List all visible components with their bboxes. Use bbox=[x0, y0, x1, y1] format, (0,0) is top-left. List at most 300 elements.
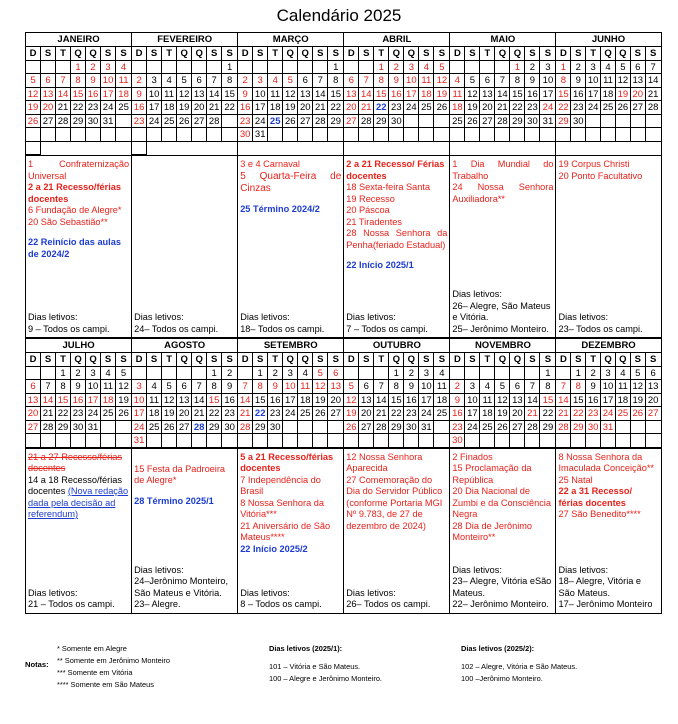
month-name: ABRIL bbox=[344, 32, 449, 47]
day-cell: 21 bbox=[207, 101, 222, 115]
day-cell: 7 bbox=[374, 380, 389, 394]
day-cell: 6 bbox=[359, 380, 374, 394]
weekday-header: T bbox=[374, 353, 389, 367]
month-name: JANEIRO bbox=[26, 32, 131, 47]
day-cell: 6 bbox=[177, 380, 192, 394]
school-days-value: 23– Alegre, Vitória eSão Mateus. bbox=[452, 576, 552, 598]
day-cell: 23 bbox=[132, 115, 147, 129]
day-cell: 22 bbox=[389, 407, 404, 421]
weekday-header: S bbox=[646, 353, 661, 367]
day-cell: 28 bbox=[359, 115, 374, 129]
day-cell: 24 bbox=[586, 101, 601, 115]
day-cell: 19 bbox=[495, 407, 510, 421]
school-days-value: 22– Jerônimo Monteiro. bbox=[452, 599, 549, 609]
weekday-header: D bbox=[26, 353, 41, 367]
empty-cell bbox=[147, 61, 162, 75]
school-days-line: 101 – Vitória e São Mateus. bbox=[269, 662, 361, 671]
empty-cell bbox=[253, 61, 268, 75]
day-cell: 13 bbox=[480, 88, 495, 102]
event-text: 2 Finados bbox=[452, 451, 493, 462]
weekday-header: S bbox=[631, 353, 646, 367]
day-cell: 27 bbox=[510, 421, 525, 435]
day-cell: 24 bbox=[601, 407, 616, 421]
day-cell: 28 bbox=[238, 421, 253, 435]
day-cell: 8 bbox=[571, 380, 586, 394]
day-cell: 22 bbox=[253, 407, 268, 421]
school-days bbox=[558, 565, 658, 611]
day-cell: 14 bbox=[56, 88, 71, 102]
day-cell: 24 bbox=[404, 101, 419, 115]
weekday-header: T bbox=[374, 47, 389, 61]
weekday-header: S bbox=[419, 353, 434, 367]
empty-cell bbox=[495, 128, 510, 142]
weekday-header: Q bbox=[298, 47, 313, 61]
weekday-header: Q bbox=[510, 353, 525, 367]
school-days-label: Dias letivos: bbox=[240, 587, 290, 598]
empty-cell bbox=[41, 128, 56, 142]
month-agosto bbox=[131, 338, 237, 448]
day-cell: 10 bbox=[540, 74, 555, 88]
day-cell: 29 bbox=[510, 115, 525, 129]
day-cell: 6 bbox=[41, 74, 56, 88]
second-semester-block bbox=[25, 338, 662, 614]
empty-cell bbox=[419, 115, 434, 129]
empty-cell bbox=[132, 367, 147, 381]
day-cell: 9 bbox=[71, 380, 86, 394]
day-cell: 15 bbox=[328, 88, 343, 102]
weekday-header: Q bbox=[86, 47, 101, 61]
day-cell: 27 bbox=[480, 115, 495, 129]
day-cell: 10 bbox=[147, 88, 162, 102]
school-days bbox=[558, 312, 658, 335]
day-cell: 24 bbox=[253, 115, 268, 129]
weekday-header: T bbox=[586, 353, 601, 367]
day-cell: 19 bbox=[116, 394, 131, 408]
day-cell: 21 bbox=[359, 101, 374, 115]
empty-cell bbox=[540, 128, 555, 142]
day-cell: 24 bbox=[465, 421, 480, 435]
day-cell: 5 bbox=[283, 74, 298, 88]
weekday-header: D bbox=[238, 47, 253, 61]
school-days-title: Dias letivos (2025/1): bbox=[269, 644, 343, 653]
weekday-header: S bbox=[207, 47, 222, 61]
school-days bbox=[134, 312, 235, 335]
day-cell: 10 bbox=[253, 88, 268, 102]
day-cell: 20 bbox=[480, 101, 495, 115]
school-days-label: Dias letivos: bbox=[134, 564, 184, 575]
event-text: 22 Início 2025/2 bbox=[240, 543, 308, 554]
day-cell: 9 bbox=[586, 380, 601, 394]
month-notes-row-1 bbox=[25, 155, 662, 338]
empty-cell bbox=[132, 142, 147, 156]
day-cell: 9 bbox=[450, 394, 465, 408]
weekday-header: S bbox=[540, 47, 555, 61]
day-cell: 9 bbox=[525, 74, 540, 88]
empty-cell bbox=[450, 128, 465, 142]
day-cell: 29 bbox=[374, 115, 389, 129]
empty-cell bbox=[56, 128, 71, 142]
school-days-label: Dias letivos: bbox=[240, 312, 290, 322]
empty-cell bbox=[298, 434, 313, 448]
day-cell: 8 bbox=[374, 74, 389, 88]
day-cell: 23 bbox=[222, 407, 237, 421]
day-cell: 26 bbox=[465, 115, 480, 129]
day-cell: 19 bbox=[631, 394, 646, 408]
day-cell: 12 bbox=[344, 394, 359, 408]
day-cell: 29 bbox=[56, 421, 71, 435]
day-cell: 2 bbox=[86, 61, 101, 75]
day-cell: 5 bbox=[26, 74, 41, 88]
empty-cell bbox=[344, 434, 359, 448]
day-cell: 2 bbox=[586, 367, 601, 381]
day-cell: 22 bbox=[207, 407, 222, 421]
day-cell: 16 bbox=[222, 394, 237, 408]
day-cell: 18 bbox=[101, 394, 116, 408]
weekday-header: S bbox=[465, 353, 480, 367]
day-cell: 22 bbox=[56, 407, 71, 421]
weekday-header: T bbox=[480, 47, 495, 61]
empty-cell bbox=[556, 128, 571, 142]
empty-cell bbox=[646, 434, 661, 448]
weekday-header: S bbox=[313, 353, 328, 367]
empty-cell bbox=[26, 61, 41, 75]
empty-cell bbox=[222, 434, 237, 448]
day-cell: 23 bbox=[450, 421, 465, 435]
day-cell: 18 bbox=[480, 407, 495, 421]
day-cell: 28 bbox=[556, 421, 571, 435]
day-cell: 16 bbox=[525, 88, 540, 102]
school-days-value: 24– Todos os campi. bbox=[134, 323, 219, 334]
day-cell: 29 bbox=[253, 421, 268, 435]
event-text: 22 Início 2025/1 bbox=[346, 260, 414, 270]
empty-cell bbox=[162, 434, 177, 448]
day-cell: 4 bbox=[450, 74, 465, 88]
day-cell: 8 bbox=[389, 380, 404, 394]
day-cell: 25 bbox=[480, 421, 495, 435]
month-name: DEZEMBRO bbox=[556, 338, 660, 353]
notes-label: Notas: bbox=[25, 660, 49, 669]
day-cell: 10 bbox=[101, 74, 116, 88]
empty-cell bbox=[389, 434, 404, 448]
empty-cell bbox=[132, 128, 147, 142]
empty-cell bbox=[419, 434, 434, 448]
school-days-line: 100 –Jerônimo Monteiro. bbox=[461, 674, 543, 683]
school-days-label: Dias letivos: bbox=[28, 312, 78, 322]
weekday-header: D bbox=[450, 353, 465, 367]
day-cell: 12 bbox=[162, 394, 177, 408]
empty-cell bbox=[404, 128, 419, 142]
day-cell: 2 bbox=[389, 61, 404, 75]
school-days bbox=[452, 565, 553, 611]
empty-cell bbox=[26, 434, 41, 448]
empty-cell bbox=[631, 421, 646, 435]
weekday-header: Q bbox=[495, 353, 510, 367]
day-cell: 17 bbox=[147, 101, 162, 115]
day-cell: 17 bbox=[586, 88, 601, 102]
month-name: FEVEREIRO bbox=[132, 32, 237, 47]
event-text: 15 Proclamação da República bbox=[452, 463, 532, 485]
day-cell: 30 bbox=[404, 421, 419, 435]
day-cell: 26 bbox=[344, 421, 359, 435]
empty-cell bbox=[646, 421, 661, 435]
weekday-header: S bbox=[434, 47, 449, 61]
day-cell: 19 bbox=[283, 101, 298, 115]
empty-cell bbox=[374, 128, 389, 142]
day-cell: 19 bbox=[465, 101, 480, 115]
empty-cell bbox=[374, 367, 389, 381]
day-cell: 8 bbox=[56, 380, 71, 394]
weekday-header: S bbox=[253, 47, 268, 61]
day-cell: 25 bbox=[450, 115, 465, 129]
month-name: JULHO bbox=[26, 338, 131, 353]
weekday-header: Q bbox=[616, 353, 631, 367]
empty-cell bbox=[162, 367, 177, 381]
weekday-header: D bbox=[132, 47, 147, 61]
day-cell: 15 bbox=[556, 88, 571, 102]
empty-cell bbox=[601, 434, 616, 448]
day-cell: 21 bbox=[238, 407, 253, 421]
day-cell: 22 bbox=[71, 101, 86, 115]
school-days-line: 102 – Alegre, Vitória e São Mateus. bbox=[461, 662, 578, 671]
notes-janeiro bbox=[25, 156, 131, 337]
empty-cell bbox=[374, 434, 389, 448]
day-cell: 2 bbox=[571, 61, 586, 75]
day-cell: 28 bbox=[207, 115, 222, 129]
day-cell: 20 bbox=[192, 101, 207, 115]
weekday-header: Q bbox=[177, 353, 192, 367]
weekday-header: S bbox=[222, 353, 237, 367]
day-cell: 30 bbox=[268, 421, 283, 435]
day-cell: 3 bbox=[86, 367, 101, 381]
day-cell: 11 bbox=[162, 88, 177, 102]
empty-cell bbox=[525, 367, 540, 381]
day-cell: 27 bbox=[359, 421, 374, 435]
month-day-grid bbox=[132, 353, 237, 448]
day-cell: 5 bbox=[313, 367, 328, 381]
event-text: 14 a 18 Recesso/férias docentes bbox=[28, 474, 122, 496]
day-cell: 18 bbox=[162, 101, 177, 115]
empty-cell bbox=[177, 367, 192, 381]
weekday-header: T bbox=[56, 353, 71, 367]
month-fevereiro bbox=[131, 32, 237, 155]
day-cell: 18 bbox=[616, 394, 631, 408]
school-days-label: Dias letivos: bbox=[346, 312, 396, 322]
month-day-grid bbox=[556, 353, 660, 448]
day-cell: 16 bbox=[389, 88, 404, 102]
day-cell: 23 bbox=[71, 407, 86, 421]
day-cell: 13 bbox=[510, 394, 525, 408]
day-cell: 7 bbox=[41, 380, 56, 394]
day-cell: 24 bbox=[283, 407, 298, 421]
day-cell: 8 bbox=[222, 74, 237, 88]
empty-cell bbox=[238, 434, 253, 448]
day-cell: 29 bbox=[207, 421, 222, 435]
weekday-header: S bbox=[147, 47, 162, 61]
weekday-header: S bbox=[116, 353, 131, 367]
day-cell: 6 bbox=[192, 74, 207, 88]
empty-cell bbox=[434, 421, 449, 435]
weekday-header: T bbox=[480, 353, 495, 367]
day-cell: 19 bbox=[616, 88, 631, 102]
empty-cell bbox=[41, 367, 56, 381]
notes-outubro bbox=[343, 449, 449, 613]
event-text: 15 Festa da Padroeira de Alegre* bbox=[134, 463, 226, 485]
empty-cell bbox=[465, 434, 480, 448]
day-cell: 27 bbox=[177, 421, 192, 435]
month-name: AGOSTO bbox=[132, 338, 237, 353]
day-cell: 1 bbox=[253, 367, 268, 381]
day-cell: 11 bbox=[298, 380, 313, 394]
day-cell: 17 bbox=[132, 407, 147, 421]
day-cell: 9 bbox=[389, 74, 404, 88]
day-cell: 4 bbox=[162, 74, 177, 88]
empty-cell bbox=[116, 421, 131, 435]
school-days-value: 21 – Todos os campi. bbox=[28, 599, 115, 609]
day-cell: 19 bbox=[313, 394, 328, 408]
amendment-link[interactable]: (Nova redação dada pela decisão ad referendum) bbox=[28, 486, 129, 519]
empty-cell bbox=[56, 434, 71, 448]
day-cell: 3 bbox=[253, 74, 268, 88]
day-cell: 27 bbox=[26, 421, 41, 435]
empty-cell bbox=[540, 434, 555, 448]
day-cell: 4 bbox=[101, 367, 116, 381]
weekday-header: S bbox=[253, 353, 268, 367]
month-name: OUTUBRO bbox=[344, 338, 449, 353]
day-cell: 10 bbox=[132, 394, 147, 408]
day-cell: 14 bbox=[238, 394, 253, 408]
school-days-value: 8 – Todos os campi. bbox=[240, 599, 322, 609]
day-cell: 17 bbox=[253, 101, 268, 115]
day-cell: 15 bbox=[207, 394, 222, 408]
empty-cell bbox=[313, 421, 328, 435]
event-text: 8 Nossa Senhora da Vitória*** bbox=[240, 497, 324, 519]
day-cell: 2 bbox=[132, 74, 147, 88]
weekday-header: Q bbox=[192, 47, 207, 61]
day-cell: 31 bbox=[86, 421, 101, 435]
event-text: 28 Término 2025/1 bbox=[134, 495, 214, 506]
empty-cell bbox=[616, 128, 631, 142]
empty-cell bbox=[359, 434, 374, 448]
day-cell: 14 bbox=[313, 88, 328, 102]
day-cell: 6 bbox=[646, 367, 661, 381]
day-cell: 25 bbox=[298, 407, 313, 421]
event-text: 20 Dia Nacional de Zumbi e da Consciência Negra bbox=[452, 486, 551, 519]
empty-cell bbox=[586, 128, 601, 142]
day-cell: 15 bbox=[540, 394, 555, 408]
empty-cell bbox=[495, 367, 510, 381]
empty-cell bbox=[313, 61, 328, 75]
day-cell: 13 bbox=[298, 88, 313, 102]
weekday-header: S bbox=[41, 47, 56, 61]
day-cell: 16 bbox=[404, 394, 419, 408]
notes-dezembro bbox=[555, 449, 661, 613]
day-cell: 9 bbox=[132, 88, 147, 102]
day-cell: 2 bbox=[404, 367, 419, 381]
empty-cell bbox=[646, 115, 661, 129]
empty-cell bbox=[616, 434, 631, 448]
day-cell: 2 bbox=[450, 380, 465, 394]
day-cell: 14 bbox=[192, 394, 207, 408]
day-cell: 9 bbox=[571, 74, 586, 88]
month-outubro bbox=[343, 338, 449, 448]
day-cell: 13 bbox=[646, 380, 661, 394]
event-text: 1 Confraternização Universal bbox=[28, 159, 130, 181]
event-text: 21 Aniversário de São Mateus**** bbox=[240, 520, 331, 542]
day-cell: 6 bbox=[344, 74, 359, 88]
day-cell: 5 bbox=[162, 380, 177, 394]
day-cell: 15 bbox=[222, 88, 237, 102]
day-cell: 7 bbox=[207, 74, 222, 88]
day-cell: 16 bbox=[571, 88, 586, 102]
school-days-title: Dias letivos (2025/2): bbox=[461, 644, 535, 653]
empty-cell bbox=[41, 434, 56, 448]
day-cell: 15 bbox=[389, 394, 404, 408]
day-cell: 26 bbox=[313, 407, 328, 421]
day-cell: 31 bbox=[601, 421, 616, 435]
day-cell: 10 bbox=[586, 74, 601, 88]
school-days-label: Dias letivos: bbox=[28, 587, 78, 598]
day-cell: 28 bbox=[41, 421, 56, 435]
empty-cell bbox=[283, 128, 298, 142]
weekday-header: D bbox=[450, 47, 465, 61]
day-cell: 11 bbox=[450, 88, 465, 102]
event-text: 5 a 21 Recesso/férias docentes bbox=[240, 451, 334, 473]
day-cell: 8 bbox=[207, 380, 222, 394]
empty-cell bbox=[313, 434, 328, 448]
day-cell: 20 bbox=[298, 101, 313, 115]
empty-cell bbox=[283, 434, 298, 448]
empty-cell bbox=[344, 61, 359, 75]
day-cell: 27 bbox=[631, 101, 646, 115]
day-cell: 5 bbox=[631, 367, 646, 381]
day-cell: 23 bbox=[404, 407, 419, 421]
day-cell: 16 bbox=[450, 407, 465, 421]
day-cell: 22 bbox=[556, 101, 571, 115]
day-cell: 1 bbox=[328, 61, 343, 75]
day-cell: 1 bbox=[207, 367, 222, 381]
day-cell: 25 bbox=[101, 407, 116, 421]
empty-cell bbox=[177, 434, 192, 448]
school-days-value: 18– Todos os campi. bbox=[240, 323, 325, 334]
day-cell: 15 bbox=[71, 88, 86, 102]
day-cell: 27 bbox=[41, 115, 56, 129]
month-day-grid bbox=[556, 47, 660, 142]
day-cell: 28 bbox=[525, 421, 540, 435]
event-text: 1 Dia Mundial do Trabalho bbox=[452, 159, 554, 181]
event-text: 8 Nossa Senhora da Imaculada Conceição** bbox=[558, 451, 654, 473]
month-setembro bbox=[237, 338, 343, 448]
month-notes-row-2 bbox=[25, 448, 662, 614]
day-cell: 13 bbox=[328, 380, 343, 394]
school-days-label: Dias letivos: bbox=[558, 312, 608, 322]
day-cell: 22 bbox=[222, 101, 237, 115]
day-cell: 7 bbox=[556, 380, 571, 394]
empty-cell bbox=[328, 421, 343, 435]
empty-cell bbox=[480, 367, 495, 381]
day-cell: 14 bbox=[207, 88, 222, 102]
day-cell: 8 bbox=[556, 74, 571, 88]
day-cell: 1 bbox=[389, 367, 404, 381]
event-text: 7 Independência do Brasil bbox=[240, 474, 321, 496]
weekday-header: S bbox=[525, 47, 540, 61]
day-cell: 11 bbox=[616, 380, 631, 394]
empty-cell bbox=[222, 128, 237, 142]
weekday-header: S bbox=[41, 353, 56, 367]
day-cell: 18 bbox=[116, 88, 131, 102]
empty-cell bbox=[556, 434, 571, 448]
day-cell: 11 bbox=[434, 380, 449, 394]
school-days bbox=[346, 588, 447, 611]
